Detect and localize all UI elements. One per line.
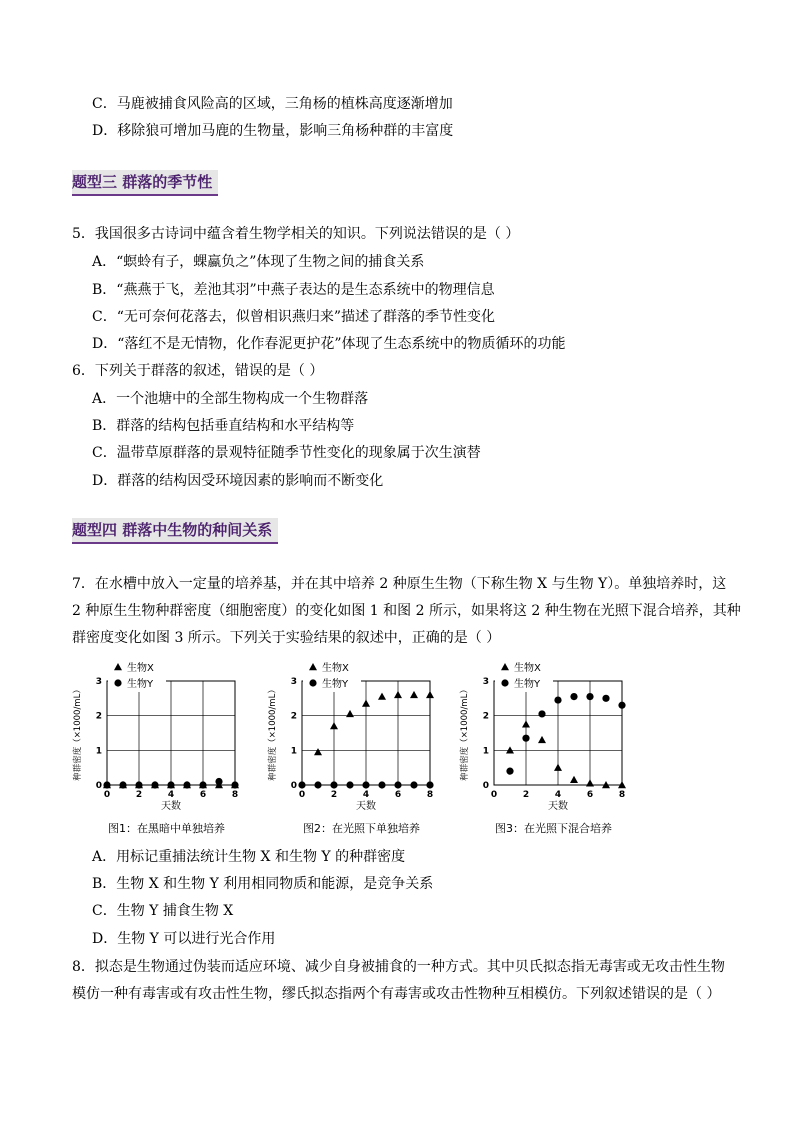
data-point-x	[314, 748, 322, 755]
q6-stem: 6．下列关于群落的叙述，错误的是（ ）	[72, 363, 324, 379]
q5-stem: 5．我国很多古诗词中蕴含着生物学相关的知识。下列说法错误的是（ ）	[72, 226, 520, 242]
data-point-x	[506, 746, 514, 753]
y-tick-label: 3	[95, 677, 102, 687]
q7-stem-line-3: 群密度变化如图 3 所示。下列关于实验结果的叙述中，正确的是（ ）	[72, 630, 501, 646]
data-point-x	[570, 776, 578, 783]
data-point-y	[426, 781, 433, 788]
x-tick-label: 0	[103, 790, 111, 800]
y-tick-label: 2	[482, 711, 489, 722]
figure-1-chart	[70, 657, 246, 819]
data-point-y	[135, 781, 142, 788]
figure-1-svg	[70, 657, 246, 819]
data-point-x	[522, 720, 530, 727]
legend-marker-y	[501, 679, 508, 686]
data-point-y	[618, 702, 625, 709]
data-point-x	[426, 691, 434, 698]
data-point-y	[538, 710, 545, 717]
legend-label: 生物Y	[127, 679, 154, 690]
x-tick-label: 2	[522, 790, 530, 800]
y-tick-label: 0	[95, 781, 102, 791]
figure-2-caption: 图2：在光照下单独培养	[303, 822, 420, 835]
q7-option-b: B．生物 X 和生物 Y 利用相同物质和能源，是竞争关系	[92, 876, 434, 892]
figure-2-chart	[265, 657, 441, 819]
data-point-y	[378, 781, 385, 788]
legend-label: 生物X	[514, 663, 541, 674]
data-point-y	[586, 693, 593, 700]
data-point-x	[554, 764, 562, 771]
legend-marker-y	[309, 679, 316, 686]
y-tick-label: 1	[290, 746, 297, 757]
data-point-y	[119, 781, 126, 788]
x-tick-label: 4	[362, 790, 370, 800]
legend-label: 生物Y	[322, 679, 349, 690]
q4-option-d: D．移除狼可增加马鹿的生物量，影响三角杨种群的丰富度	[92, 123, 454, 139]
y-axis-label: 种群密度（×1000/mL）	[460, 685, 470, 781]
q5-option-c: C．“无可奈何花落去，似曾相识燕归来”描述了群落的季节性变化	[92, 309, 496, 325]
x-tick-label: 2	[330, 790, 338, 800]
y-tick-label: 2	[290, 711, 297, 722]
data-point-y	[570, 693, 577, 700]
q6-option-d: D．群落的结构因受环境因素的影响而不断变化	[92, 473, 384, 489]
data-point-x	[586, 779, 594, 786]
data-point-y	[346, 781, 353, 788]
y-axis-label: 种群密度（×1000/mL）	[268, 685, 278, 781]
q5-option-a: A．“螟蛉有子，蜾蠃负之”体现了生物之间的捕食关系	[92, 254, 425, 270]
figure-3-svg	[457, 657, 633, 819]
q7-stem-line-2: 2 种原生生物种群密度（细胞密度）的变化如图 1 和图 2 所示，如果将这 2 种生物在光照下混合培养，其种	[72, 603, 741, 619]
q6-option-a: A．一个池塘中的全部生物构成一个生物群落	[92, 391, 369, 407]
legend-label: 生物X	[127, 663, 154, 674]
data-point-y	[167, 781, 174, 788]
data-point-y	[394, 781, 401, 788]
data-point-y	[506, 768, 513, 775]
legend-label: 生物X	[322, 663, 349, 674]
data-point-y	[330, 781, 337, 788]
data-point-x	[410, 691, 418, 698]
x-tick-label: 4	[554, 790, 562, 800]
figure-2-svg	[265, 657, 441, 819]
x-tick-label: 6	[199, 790, 207, 800]
data-point-x	[378, 693, 386, 700]
q7-option-d: D．生物 Y 可以进行光合作用	[92, 931, 276, 947]
y-tick-label: 3	[482, 677, 489, 687]
data-point-y	[522, 735, 529, 742]
data-point-y	[298, 781, 305, 788]
x-tick-label: 2	[135, 790, 143, 800]
q8-stem-line-2: 模仿一种有毒害或有攻击性生物，缪氏拟态指两个有毒害或攻击性物种互相模仿。下列叙述错误的是（ ）	[72, 986, 721, 1002]
data-point-y	[602, 695, 609, 702]
q8-stem-line-1: 8．拟态是生物通过伪装而适应环境、减少自身被捕食的一种方式。其中贝氏拟态指无毒害或无攻击性生物	[72, 959, 725, 975]
data-point-x	[394, 691, 402, 698]
q7-option-c: C．生物 Y 捕食生物 X	[92, 903, 234, 919]
q7-stem-line-1: 7．在水槽中放入一定量的培养基，并在其中培养 2 种原生生物（下称生物 X 与生物 Y）。单独培养时，这	[72, 576, 727, 592]
data-point-x	[362, 700, 370, 707]
legend-label: 生物Y	[514, 679, 541, 690]
figure-3-caption: 图3：在光照下混合培养	[495, 822, 612, 835]
x-tick-label: 4	[167, 790, 175, 800]
data-point-y	[151, 781, 158, 788]
x-tick-label: 8	[231, 790, 239, 800]
section-heading-4: 题型四 群落中生物的种间关系	[72, 518, 278, 544]
y-tick-label: 0	[482, 781, 489, 791]
data-point-y	[103, 781, 110, 788]
x-tick-label: 8	[618, 790, 626, 800]
q6-option-b: B．群落的结构包括垂直结构和水平结构等	[92, 418, 355, 434]
figure-3-chart	[457, 657, 633, 819]
x-tick-label: 0	[490, 790, 498, 800]
data-point-y	[554, 696, 561, 703]
data-point-y	[231, 781, 238, 788]
y-axis-label: 种群密度（×1000/mL）	[73, 685, 83, 781]
q7-option-a: A．用标记重捕法统计生物 X 和生物 Y 的种群密度	[92, 849, 406, 865]
y-tick-label: 1	[482, 746, 489, 757]
section-heading-3: 题型三 群落的季节性	[72, 170, 218, 196]
figure-1-caption: 图1：在黑暗中单独培养	[108, 822, 225, 835]
data-point-y	[183, 781, 190, 788]
data-point-x	[346, 710, 354, 717]
q5-option-d: D．“落红不是无情物，化作春泥更护花”体现了生态系统中的物质循环的功能	[92, 336, 566, 352]
x-tick-label: 6	[394, 790, 402, 800]
q5-option-b: B．“燕燕于飞，差池其羽”中燕子表达的是生态系统中的物理信息	[92, 282, 495, 298]
x-tick-label: 8	[426, 790, 434, 800]
y-tick-label: 2	[95, 711, 102, 722]
y-tick-label: 3	[290, 677, 297, 687]
q6-option-c: C．温带草原群落的景观特征随季节性变化的现象属于次生演替	[92, 445, 481, 461]
x-tick-label: 0	[298, 790, 306, 800]
data-point-y	[314, 781, 321, 788]
data-point-x	[330, 722, 338, 729]
x-axis-label: 天数	[356, 801, 376, 812]
data-point-y	[410, 781, 417, 788]
q4-option-c: C．马鹿被捕食风险高的区域，三角杨的植株高度逐渐增加	[92, 96, 453, 112]
y-tick-label: 1	[95, 746, 102, 757]
data-point-x	[538, 736, 546, 743]
y-tick-label: 0	[290, 781, 297, 791]
x-axis-label: 天数	[548, 801, 568, 812]
legend-marker-y	[114, 679, 121, 686]
data-point-y	[215, 778, 222, 785]
data-point-y	[199, 781, 206, 788]
x-tick-label: 6	[586, 790, 594, 800]
x-axis-label: 天数	[161, 801, 181, 812]
data-point-y	[362, 781, 369, 788]
